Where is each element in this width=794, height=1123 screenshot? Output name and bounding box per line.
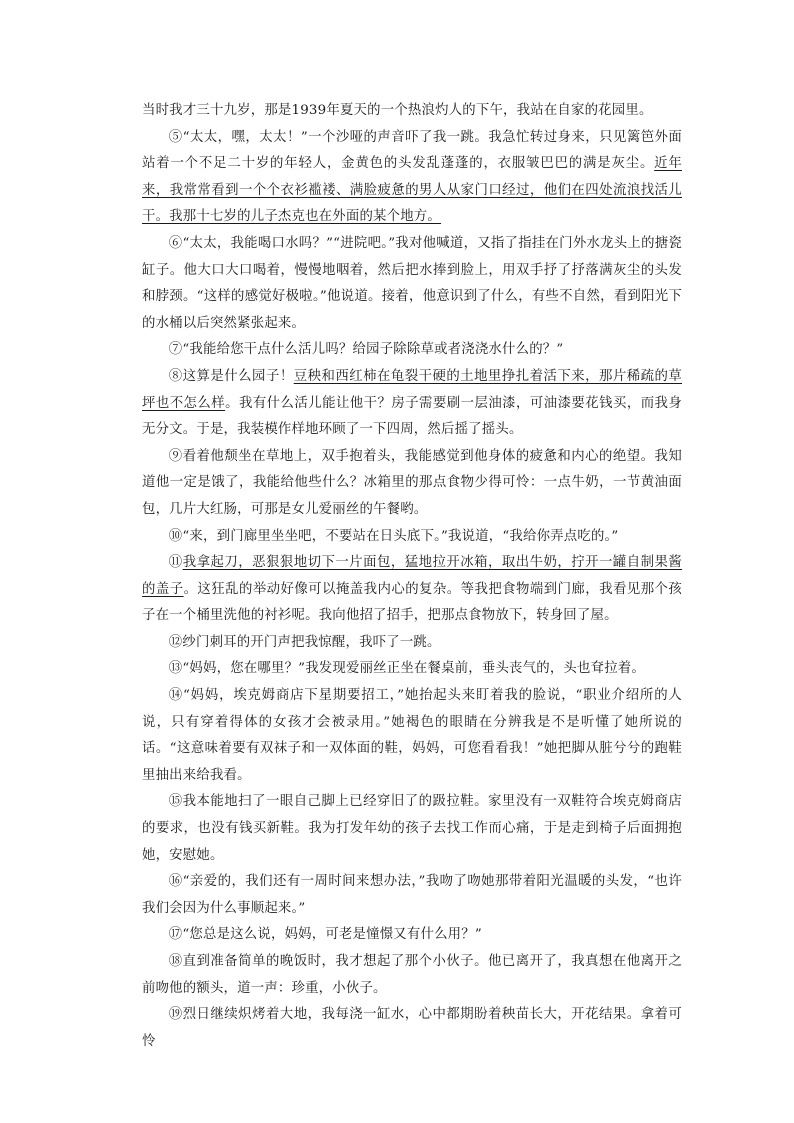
paragraph-p19 (142, 1002, 682, 1055)
paragraph-text: ⑯“亲爱的，我们还有一周时间来想办法，”我吻了吻她那带着阳光温暖的头发，“也许我们会因为什么事顺起来。” (142, 874, 682, 916)
paragraph-p0 (142, 98, 682, 125)
paragraph-p14 (142, 683, 682, 789)
underlined-text: 豆秧和西红柿在龟裂干硬的土地里挣扎着活下来，那片稀疏的草坪也不怎么样 (142, 368, 682, 411)
paragraph-text: 。我有什么活儿能让他干？房子需要刷一层油漆，可油漆要花钱买，而我身无分文。于是，我装模作样地环顾了一下四周，然后摇了摇头。 (142, 395, 682, 438)
paragraph-text: ⑬“妈妈，您在哪里？”我发现爱丽丝正坐在餐桌前，垂头丧气的，头也耷拉着。 (168, 661, 645, 677)
paragraph-text: ⑥“太太，我能喝口水吗？”“进院吧。”我对他喊道，又指了指挂在门外水龙头上的搪瓷缸子。他大口大口喝着，慢慢地咽着，然后把水捧到脸上，用双手抒了抒落满灰尘的头发和脖颈。“这样的感觉好极啦。”他说道。接着，他意识到了什么，有些不自然，看到阳光下的水桶以后突然紧张起来。 (142, 235, 682, 331)
paragraph-text: ⑧这算是什么园子！ (168, 368, 294, 384)
paragraph-text: ⑦“我能给您干点什么活儿吗？给园子除除草或者浇浇水什么的？” (168, 342, 564, 358)
paragraph-p5 (142, 125, 682, 231)
paragraph-p18 (142, 949, 682, 1002)
paragraph-p17 (142, 922, 682, 949)
paragraph-text: 。这狂乱的举动好像可以掩盖我内心的复杂。等我把食物端到门廊，我看见那个孩子在一个桶里洗他的衬衫呢。我向他招了招手，把那点食物放下，转身回了屋。 (142, 581, 682, 624)
paragraph-p9 (142, 444, 682, 524)
paragraph-text: ⑩“来，到门廊里坐坐吧，不要站在日头底下。”我说道，“我给你弄点吃的。” (168, 528, 619, 544)
paragraph-text: 当时我才三十九岁，那是1939年夏天的一个热浪灼人的下午，我站在自家的花园里。 (142, 103, 653, 118)
paragraph-text: ⑨看着他颓坐在草地上，双手抱着头，我能感觉到他身体的疲惫和内心的绝望。我知道他一定是饿了，我能给他些什么？冰箱里的那点食物少得可怜：一点牛奶，一节黄油面包，几片大红肠，可那是女儿爱丽丝的午餐哟。 (142, 448, 682, 517)
paragraph-p8 (142, 364, 682, 444)
underlined-text: 我拿起刀，恶狠狠地切下一片面包，猛地拉开冰箱，取出牛奶，拧开一罐自制果酱的盖子 (142, 555, 683, 597)
paragraph-p10 (142, 524, 682, 551)
paragraph-text: ⑭“妈妈，埃克姆商店下星期要招工，”她抬起头来盯着我的脸说，“职业介绍所的人说，只有穿着得体的女孩才会被录用。”她褐色的眼睛在分辨我是不是听懂了她所说的话。“这意味着要有双袜子和一双体面的鞋，妈妈，可您看看我！”她把脚从脏兮兮的跑鞋里抽出来给我看。 (142, 688, 682, 783)
paragraph-p13 (142, 656, 682, 683)
paragraph-text: ⑲烈日继续炽烤着大地，我每浇一缸水，心中都期盼着秧苗长大，开花结果。拿着可怜 (142, 1007, 682, 1049)
paragraph-p11 (142, 550, 682, 630)
article-body (142, 98, 682, 1055)
paragraph-text: ⑮我本能地扫了一眼自己脚上已经穿旧了的趿拉鞋。家里没有一双鞋符合埃克姆商店的要求，也没有钱买新鞋。我为打发年幼的孩子去找工作而心痛，于是走到椅子后面拥抱她，安慰她。 (142, 794, 682, 863)
paragraph-text: ⑰“您总是这么说，妈妈，可老是憧憬又有什么用？” (168, 927, 482, 943)
paragraph-p16 (142, 869, 682, 922)
paragraph-p15 (142, 789, 682, 869)
paragraph-text: ⑫纱门刺耳的开门声把我惊醒，我吓了一跳。 (168, 634, 441, 650)
paragraph-text: ⑱直到准备简单的晚饭时，我才想起了那个小伙子。他已离开了，我真想在他离开之前吻他的额头，道一声：珍重，小伙子。 (142, 954, 682, 996)
paragraph-text: ⑪ (168, 555, 183, 571)
underlined-text: 近年来，我常常看到一个个衣衫褴褛、满脸疲惫的男人从家门口经过，他们在四处流浪找活儿干。我那十七岁的儿子杰克也在外面的某个地方。 (142, 156, 682, 225)
paragraph-p12 (142, 630, 682, 657)
paragraph-p6 (142, 231, 682, 337)
paragraph-text: ⑤“太太，嘿，太太！”一个沙哑的声音吓了我一跳。我急忙转过身来，只见篱笆外面站着一个不足二十岁的年轻人，金黄色的头发乱蓬蓬的，衣服皱巴巴的满是灰尘。 (142, 129, 682, 172)
paragraph-p7 (142, 337, 682, 364)
